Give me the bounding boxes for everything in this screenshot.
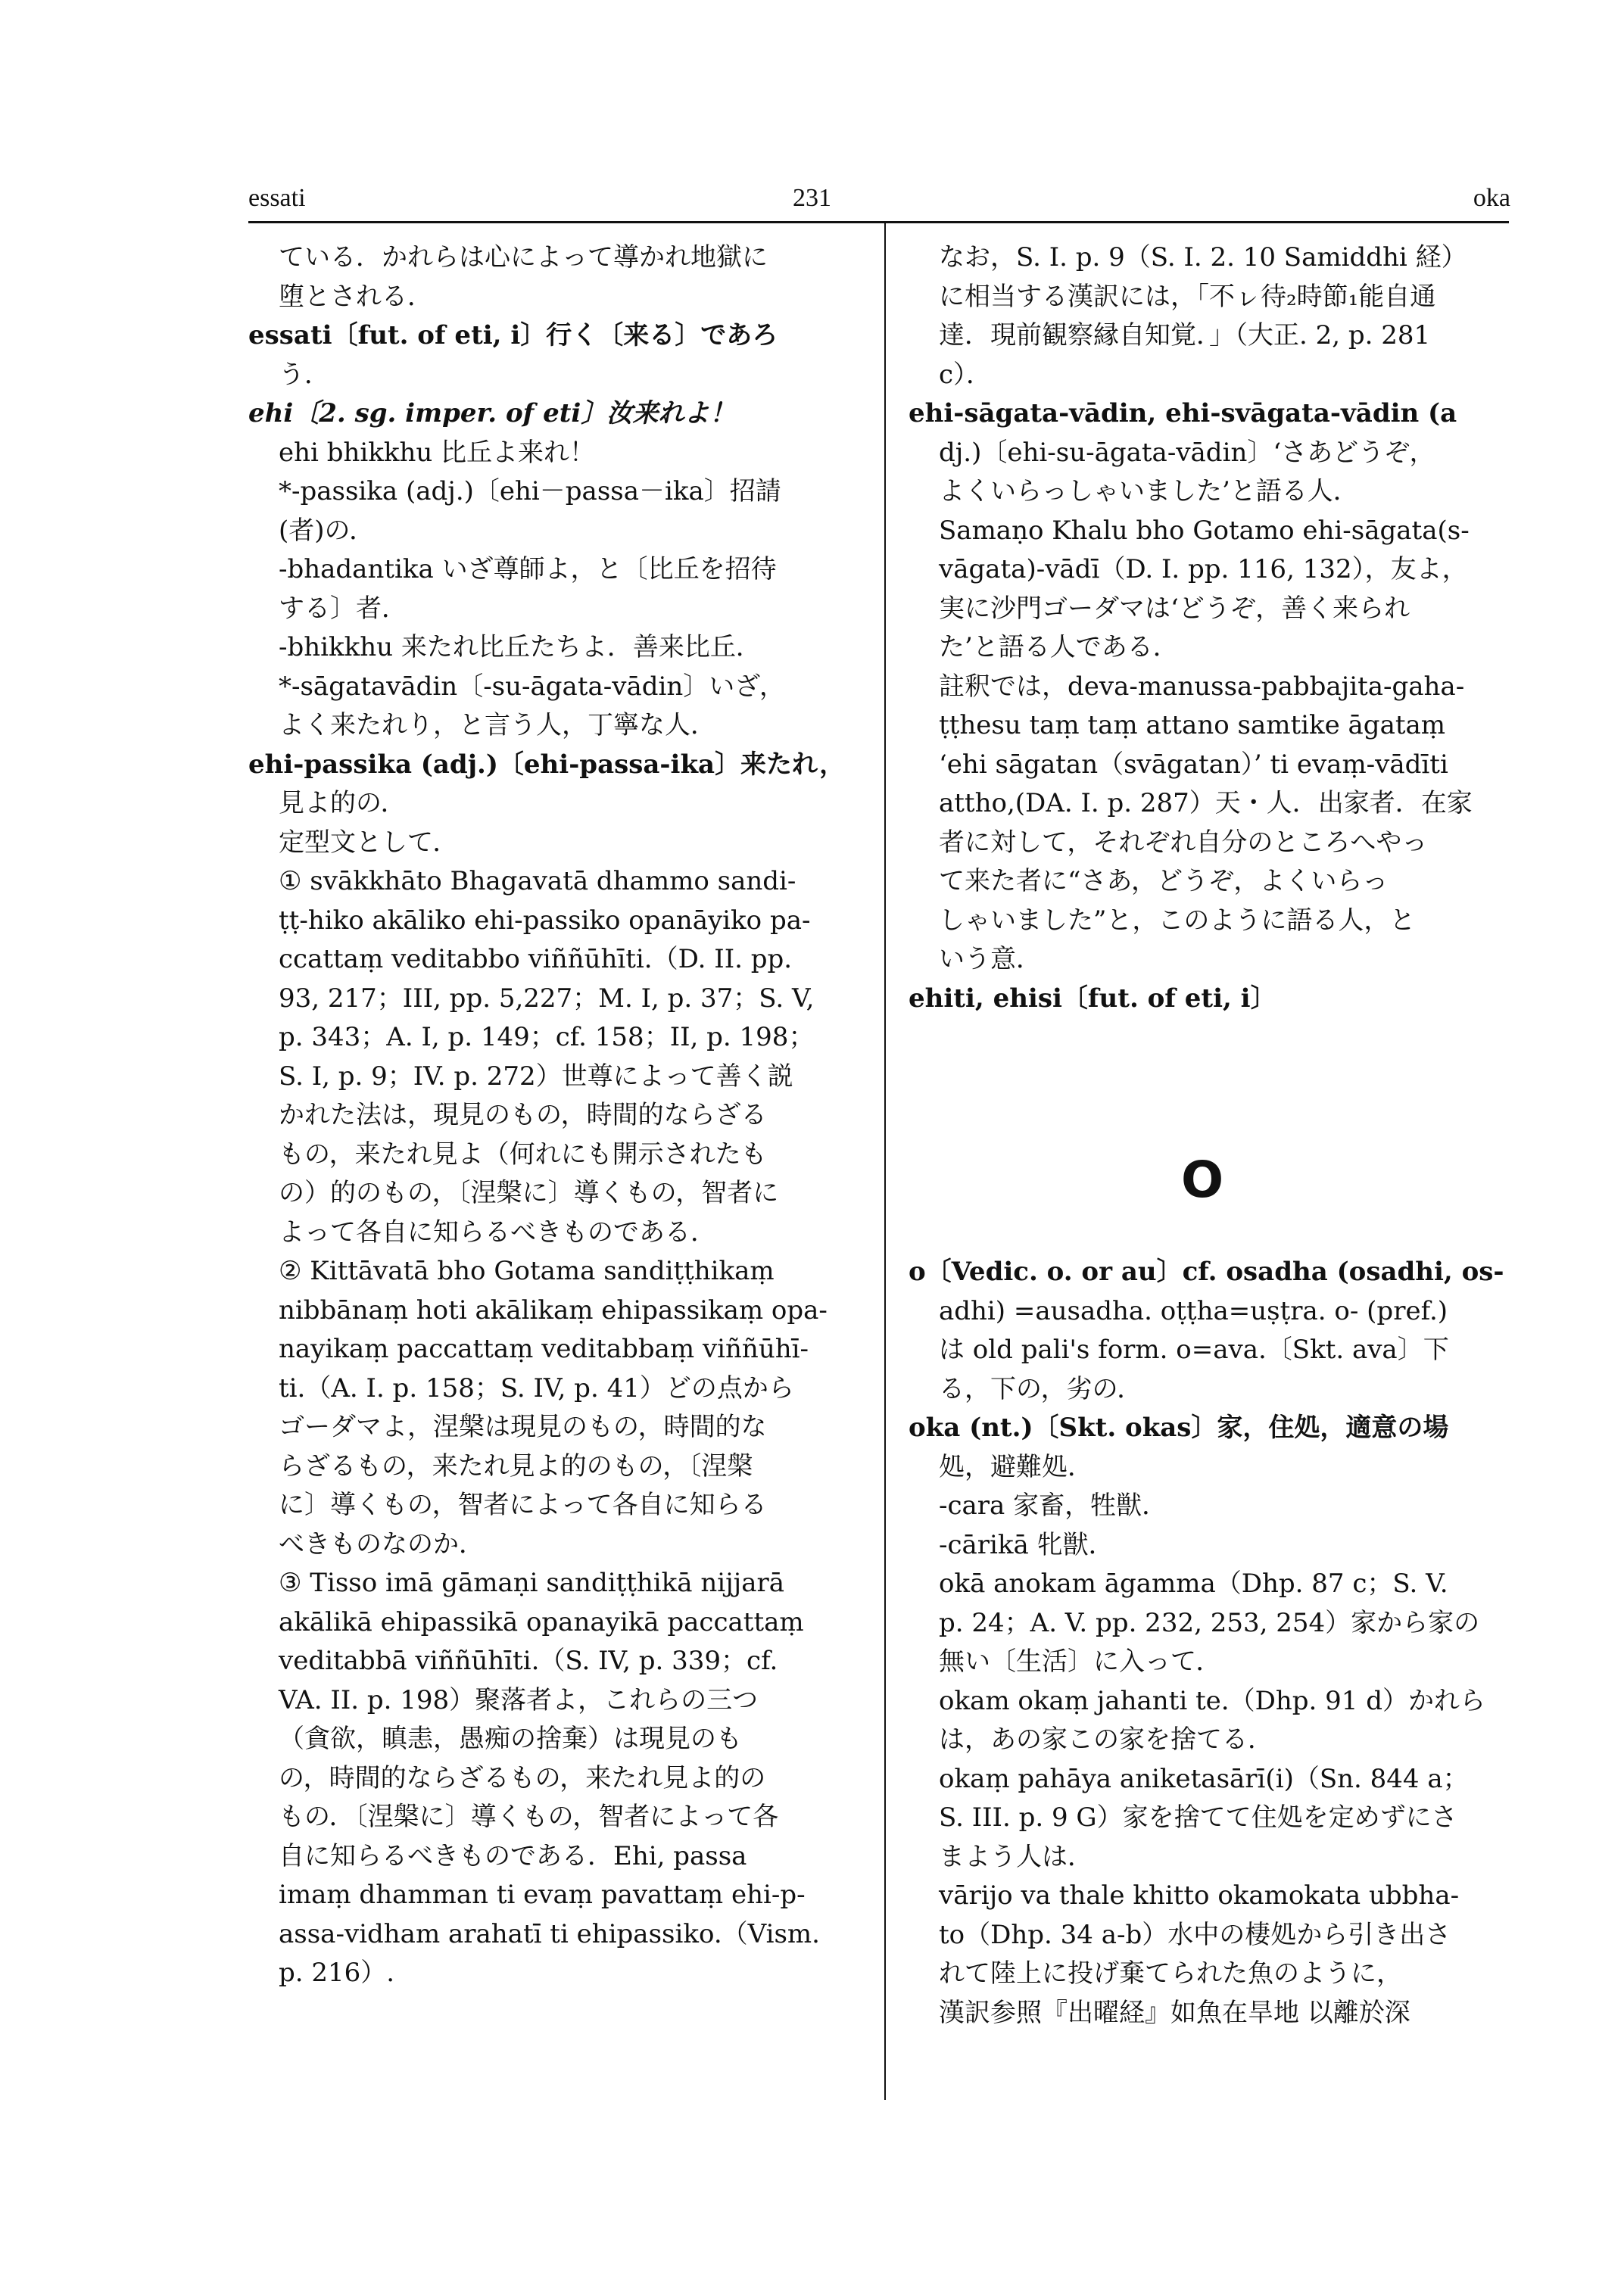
text-line: に相当する漢訳には，「不ㇾ待₂時節₁能自通 (939, 281, 1436, 312)
text-line: vāgata)-vādī（D. I. pp. 116, 132），友よ， (939, 554, 1468, 584)
text-line: する〕者． (279, 593, 407, 624)
text-line: nayikaṃ paccattaṃ veditabbaṃ viññūhī- (279, 1334, 809, 1364)
text-line: 堕とされる． (279, 281, 433, 312)
text-line: ゴーダマよ，涅槃は現見のもの，時間的な (279, 1412, 767, 1442)
text-line: *-passika (adj.)〔ehi－passa－ika〕招請 (279, 476, 781, 506)
text-line: ている．かれらは心によって導かれ地獄に (279, 242, 768, 273)
text-line: adhi) =ausadha. oṭṭha=uṣṭra. o- (pref.) (939, 1295, 1448, 1326)
right-column-top (909, 238, 1510, 1018)
page-number: 231 (793, 184, 831, 212)
text-line: は，あの家この家を捨てる． (939, 1724, 1273, 1755)
text-line: ③ Tisso imā gāmaṇi sandiṭṭhikā nijjarā (279, 1568, 785, 1598)
text-line: 達．現前観察縁自知覚．」（大正. 2, p. 281 (939, 320, 1431, 350)
text-line: なお，S. I. p. 9（S. I. 2. 10 Samiddhi 経） (939, 242, 1467, 273)
running-head-right: oka (1473, 184, 1510, 212)
text-line: 処，避難処． (939, 1451, 1093, 1482)
right-column-bottom (909, 1253, 1510, 2033)
text-line: okam okaṃ jahanti te.（Dhp. 91 d）かれら (939, 1685, 1485, 1716)
text-line: (者)の． (279, 515, 376, 546)
entry-ehiti: ehiti, ehisi〔fut. of eti, i〕 (909, 983, 1276, 1014)
text-line: ② Kittāvatā bho Gotama sandiṭṭhikaṃ (279, 1256, 775, 1286)
text-line: -bhikkhu 来たれ比丘たちよ．善来比丘． (279, 632, 762, 662)
text-line: 93, 217；III, pp. 5,227；M. I, p. 37；S. V, (279, 983, 815, 1014)
text-line: （貪欲，瞋恚，愚痴の捨棄）は現見のも (279, 1724, 742, 1754)
text-line: かれた法は，現見のもの，時間的ならざる (279, 1100, 767, 1130)
text-line: 漢訳参照『出曜経』如魚在旱地 以離於深 (939, 1997, 1410, 2028)
text-line: ccattaṃ veditabbo viññūhīti.（D. II. pp. (279, 944, 793, 974)
text-line: VA. II. p. 198）聚落者よ，これらの三つ (279, 1684, 759, 1715)
text-line: て来た者に“さあ，どうぞ，よくいらっ (939, 866, 1389, 896)
text-line: ① svākkhāto Bhagavatā dhammo sandi- (279, 866, 796, 896)
entry-ehi-passika: ehi-passika (adj.)〔ehi-passa-ika〕来たれ， (248, 749, 846, 780)
text-line: う． (279, 359, 330, 390)
text-line: もの．〔涅槃に〕導くもの，智者によって各 (279, 1802, 779, 1832)
text-line: S. I, p. 9；IV. p. 272）世尊によって善く説 (279, 1061, 793, 1092)
text-line: 自に知らるべきものである．Ehi, passa (279, 1840, 747, 1871)
text-line: まよう人は． (939, 1841, 1093, 1872)
text-line: 者に対して，それぞれ自分のところへやっ (939, 827, 1428, 858)
text-line: vārijo va thale khitto okamokata ubbha- (939, 1880, 1460, 1911)
entry-ehi-sagata-vadin: ehi-sāgata-vādin, ehi-svāgata-vādin (a (909, 398, 1457, 428)
entry-ehi: ehi〔2. sg. imper. of eti〕汝来れよ！ (248, 398, 736, 428)
entry-essati: essati〔fut. of eti, i〕行く〔来る〕であろ (248, 320, 778, 350)
text-line: assa-vidham arahatī ti ehipassiko.（Vism. (279, 1918, 820, 1949)
text-line: らざるもの，来たれ見よ的のもの，〔涅槃 (279, 1450, 753, 1481)
text-line: もの，来たれ見よ（何れにも開示されたも (279, 1139, 767, 1170)
text-line: よって各自に知らるべきものである． (279, 1217, 716, 1248)
text-line: いう意． (939, 944, 1042, 974)
text-line: S. III. p. 9 G）家を捨てて住処を定めずにさ (939, 1802, 1457, 1833)
text-line: ṭṭ-hiko akāliko ehi-passiko opanāyiko pa- (279, 905, 811, 936)
text-line: 実に沙門ゴーダマは‘どうぞ，善く来られ (939, 593, 1410, 624)
text-line: -bhadantika いざ尊師よ，と〔比丘を招待 (279, 554, 777, 584)
text-line: ehi bhikkhu 比丘よ来れ！ (279, 437, 596, 468)
text-line: nibbānaṃ hoti akālikaṃ ehipassikaṃ opa- (279, 1294, 828, 1326)
text-line: akālikā ehipassikā opanayikā paccattaṃ (279, 1606, 804, 1637)
text-line: ‘ehi sāgatan（svāgatan）’ ti evaṃ-vādīti (939, 749, 1448, 780)
text-line: る，下の，劣の． (939, 1373, 1143, 1404)
entry-o: o〔Vedic. o. or au〕cf. osadha (osadhi, os- (909, 1257, 1504, 1287)
text-line: -cara 家畜，牲獣． (939, 1491, 1168, 1521)
left-column (248, 238, 862, 1993)
section-letter: O (1181, 1151, 1224, 1209)
column-divider (884, 223, 886, 2100)
text-line: れて陸上に投げ棄てられた魚のように， (939, 1958, 1402, 1989)
text-line: Samaṇo Khalu bho Gotamo ehi-sāgata(s- (939, 515, 1470, 546)
text-line: の，時間的ならざるもの，来たれ見よ的の (279, 1762, 766, 1793)
text-line: -cārikā 牝獣． (939, 1529, 1114, 1560)
text-line: しゃいました”と，このように語る人，と (939, 905, 1416, 936)
text-line: okā anokam āgamma（Dhp. 87 c；S. V. (939, 1569, 1448, 1599)
text-line: の）的のもの，〔涅槃に〕導くもの，智者に (279, 1178, 779, 1208)
text-line: 見よ的の． (279, 788, 407, 818)
text-line: attho,(DA. I. p. 287）天・人．出家者．在家 (939, 788, 1473, 818)
text-line: to（Dhp. 34 a-b）水中の棲処から引き出さ (939, 1919, 1451, 1950)
text-line: べきものなのか． (279, 1528, 485, 1559)
text-line: veditabbā viññūhīti.（S. IV, p. 339；cf. (279, 1646, 778, 1676)
text-line: た’と語る人である． (939, 632, 1179, 662)
header-rule (248, 221, 1509, 223)
text-line: p. 216）. (279, 1958, 395, 1988)
text-line: ti.（A. I. p. 158；S. IV, p. 41）どの点から (279, 1372, 794, 1404)
text-line: に〕導くもの，智者によって各自に知らる (279, 1490, 767, 1520)
text-line: p. 343；A. I, p. 149；cf. 158；II, p. 198； (279, 1022, 815, 1052)
text-line: p. 24；A. V. pp. 232, 253, 254）家から家の (939, 1607, 1480, 1638)
text-line: ṭṭhesu taṃ taṃ attano samtike āgataṃ (939, 710, 1446, 740)
text-line: okaṃ pahāya aniketasārī(i)（Sn. 844 a； (939, 1763, 1469, 1794)
entry-oka: oka (nt.)〔Skt. okas〕家，住処，適意の場 (909, 1413, 1449, 1443)
text-line: dj.)〔ehi-su-āgata-vādin〕‘さあどうぞ， (939, 437, 1435, 468)
text-line: 無い〔生活〕に入って． (939, 1647, 1222, 1677)
running-head-left: essati (248, 184, 306, 212)
text-line: 註釈では，deva-manussa-pabbajita-gaha- (939, 671, 1465, 702)
text-line: c）． (939, 359, 993, 390)
text-line: *-sāgatavādin〔-su-āgata-vādin〕いざ， (279, 671, 785, 702)
text-line: 定型文として． (279, 827, 459, 858)
text-line: よく来たれり，と言う人，丁寧な人． (279, 710, 716, 740)
text-line: は old pali's form. o=ava.〔Skt. ava〕下 (939, 1335, 1449, 1365)
text-line: imaṃ dhamman ti evaṃ pavattaṃ ehi-p- (279, 1880, 806, 1910)
text-line: よくいらっしゃいました’と語る人． (939, 476, 1359, 506)
